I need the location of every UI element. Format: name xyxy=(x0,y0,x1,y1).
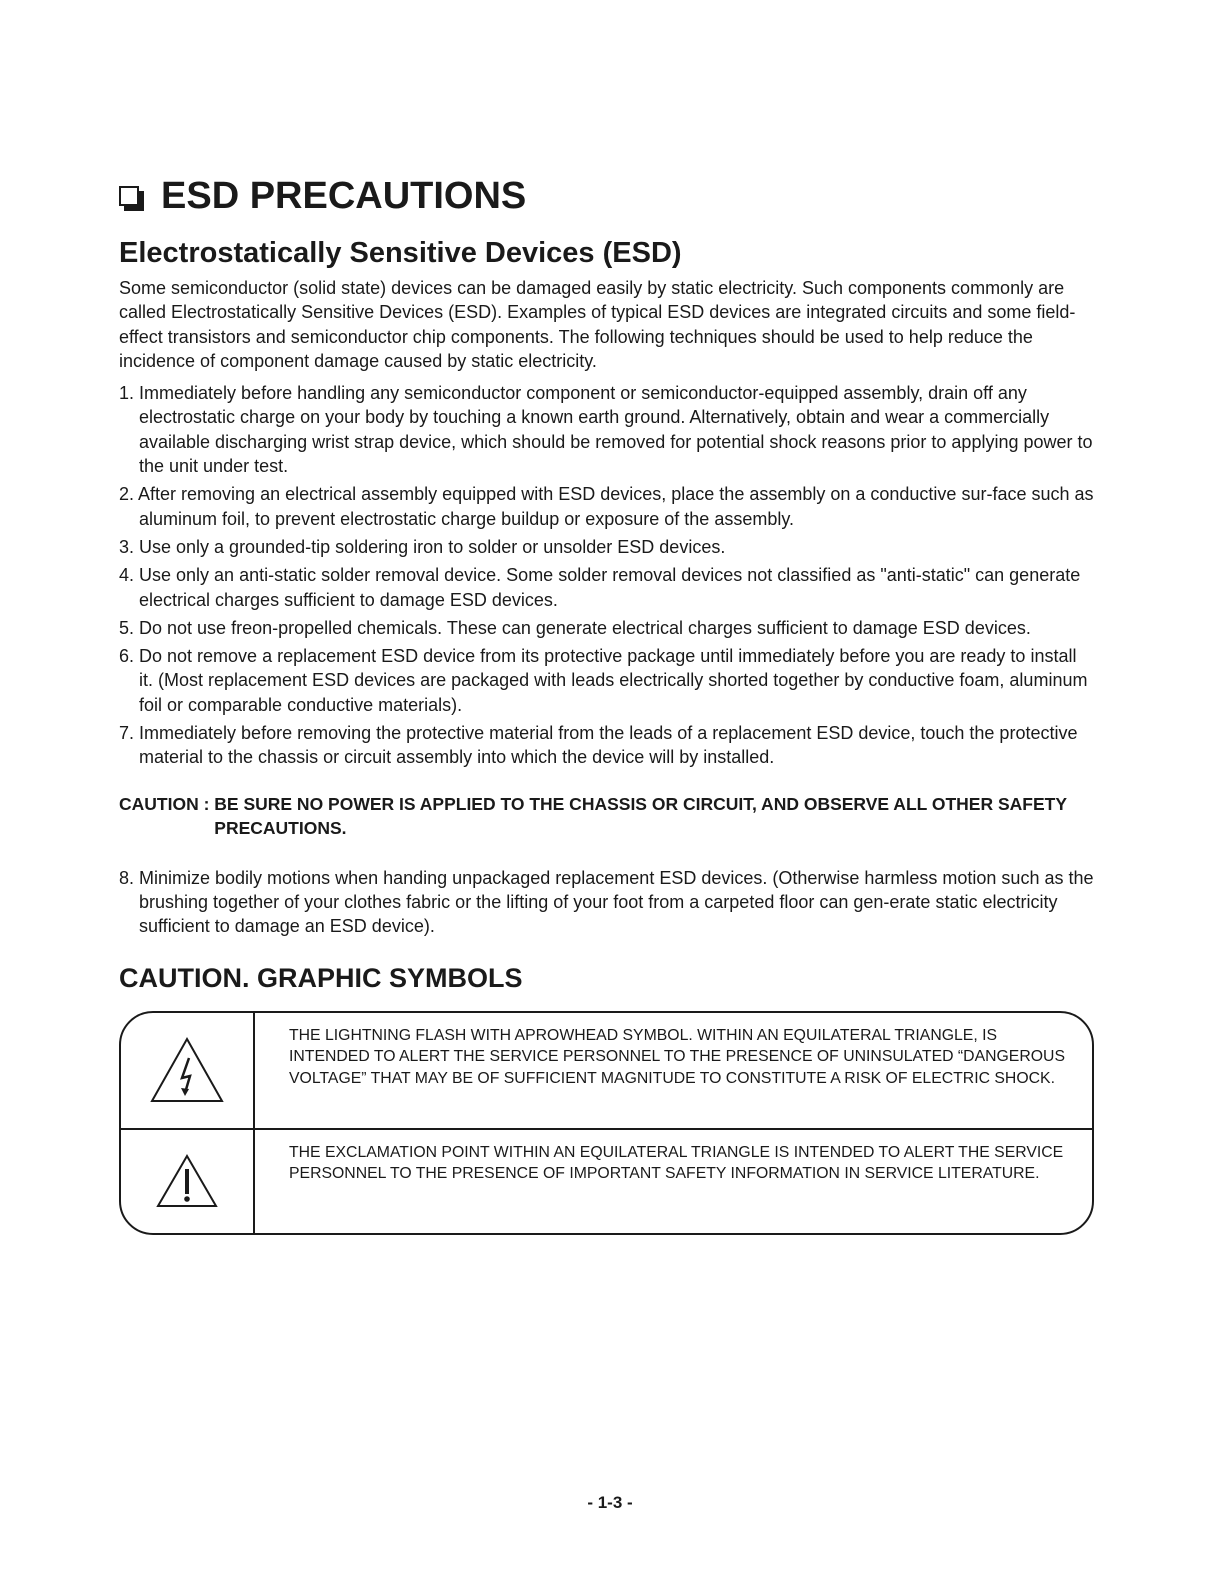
intro-paragraph: Some semiconductor (solid state) devices can be damaged easily by static electricity. Such components commonly are called Electrostatically Sensitive Devices (ESD). Examples of typical ESD devices are integrated circuits and some field-effect transistors and semiconductor chip components. The following techniques should be used to help reduce the incidence of component damage caused by static electricity. xyxy=(119,278,1076,371)
main-title xyxy=(119,170,1094,222)
symbols-section-title: CAUTION. GRAPHIC SYMBOLS xyxy=(119,962,523,993)
step-item: 1. Immediately before handling any semiconductor component or semiconductor-equipped assembly, drain off any electrostatic charge on your body by touching a known earth ground. Alternatively, obtain and wear a commercially available discharging wrist strap device, which should be removed for potential shock reasons prior to applying power to the unit under test. xyxy=(119,383,1093,477)
step-item: 6. Do not remove a replacement ESD device from its protective package until immediately before you are ready to install it. (Most replacement ESD devices are packaged with leads electrically shorted together by conductive foam, aluminum foil or comparable conductive materials). xyxy=(119,646,1088,715)
page-number: - 1-3 - xyxy=(587,1493,633,1512)
symbol-row xyxy=(121,1013,1092,1128)
exclamation-triangle-icon xyxy=(155,1153,219,1209)
caution-text: BE SURE NO POWER IS APPLIED TO THE CHASSIS OR CIRCUIT, AND OBSERVE ALL OTHER SAFETY PRECAUTIONS. xyxy=(214,793,1067,838)
steps-list xyxy=(119,381,1094,769)
symbol-row xyxy=(121,1128,1092,1233)
step-item: 2. After removing an electrical assembly equipped with ESD devices, place the assembly on a conductive sur-face such as aluminum foil, to prevent electrostatic charge buildup or exposure of the assembly. xyxy=(119,484,1094,529)
symbol-icon-cell xyxy=(121,1130,255,1233)
checkbox-icon xyxy=(119,186,145,212)
symbols-table xyxy=(119,1011,1094,1235)
step-item: 4. Use only an anti-static solder removal device. Some solder removal devices not classified as "anti-static" can generate electrical charges sufficient to damage ESD devices. xyxy=(119,565,1081,610)
caution-note xyxy=(119,792,1094,840)
step-item: 5. Do not use freon-propelled chemicals. These can generate electrical charges sufficient to damage ESD devices. xyxy=(119,617,1031,638)
caution-label: CAUTION : xyxy=(119,793,215,814)
step-item: 8. Minimize bodily motions when handing unpackaged replacement ESD devices. (Otherwise harmless motion such as the brushing together of your clothes fabric or the lifting of your foot from a carpeted floor can gen-erate static electricity sufficient to damage an ESD device). xyxy=(119,867,1094,937)
symbol-description: THE LIGHTNING FLASH WITH APROWHEAD SYMBOL. WITHIN AN EQUILATERAL TRIANGLE, IS INTENDED TO ALERT THE SERVICE PERSONNEL TO THE PRESENCE OF UNINSULATED “DANGEROUS VOLTAGE” THAT MAY BE OF SUFFICIENT MAGNITUDE TO CONSTITUTE A RISK OF ELECTRIC SHOCK. xyxy=(289,1026,1065,1087)
step-item: 3. Use only a grounded-tip soldering iron to solder or unsolder ESD devices. xyxy=(119,536,726,557)
main-title-text: ESD PRECAUTIONS xyxy=(161,175,527,217)
steps-list-continued xyxy=(119,866,1094,939)
sub-title: Electrostatically Sensitive Devices (ESD) xyxy=(119,237,682,269)
step-item: 7. Immediately before removing the protective material from the leads of a replacement ESD device, touch the protective material to the chassis or circuit assembly into which the device will by installed. xyxy=(119,723,1078,768)
document-page xyxy=(119,170,1094,1235)
lightning-triangle-icon xyxy=(149,1036,225,1104)
symbol-description: THE EXCLAMATION POINT WITHIN AN EQUILATERAL TRIANGLE IS INTENDED TO ALERT THE SERVICE PERSONNEL TO THE PRESENCE OF IMPORTANT SAFETY INFORMATION IN SERVICE LITERATURE. xyxy=(289,1143,1064,1183)
symbol-icon-cell xyxy=(121,1013,255,1128)
